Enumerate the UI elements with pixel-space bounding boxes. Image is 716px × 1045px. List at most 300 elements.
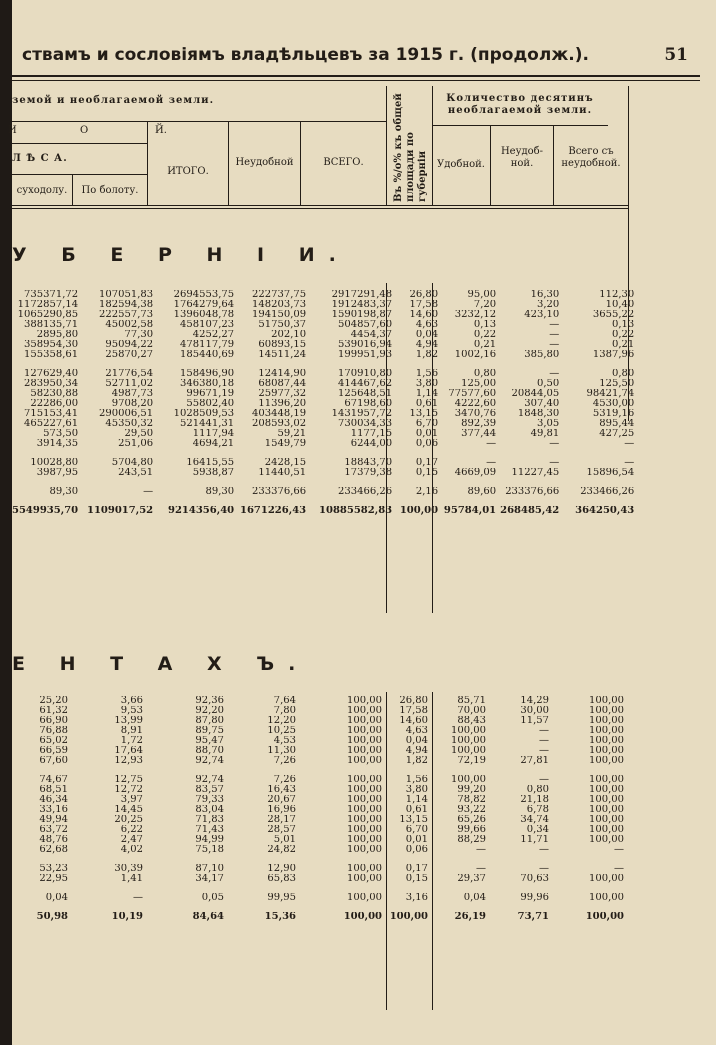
table-cell: 33,16 [39,805,68,815]
table-cell: 158496,90 [180,369,235,379]
table-row [12,379,638,389]
table-cell: 100,00 [399,506,439,516]
table-cell: 18843,70 [344,458,393,468]
table-cell: 13,99 [114,716,143,726]
table-cell: 99,20 [457,785,486,795]
table-cell: 11,57 [520,716,549,726]
table-cell: 67,60 [39,756,68,766]
table-cell: 95,00 [467,290,497,300]
table-cell: 539016,94 [338,340,393,350]
table-cell: 100,00 [347,864,382,874]
table-row [12,795,628,805]
table-cell: 100,00 [347,893,382,903]
table-cell: — [539,845,549,855]
table-cell: 20,67 [267,795,296,805]
grand-header: Всего съ неудобной. [561,146,621,169]
table-cell: 10,25 [267,726,296,736]
table-cell: — [539,736,549,746]
table-cell: 99,96 [520,893,549,903]
table-cell: 100,00 [589,815,624,825]
table-cell: 521441,31 [180,419,235,429]
table-cell: 0,80 [612,369,635,379]
table-cell: 100,00 [451,736,486,746]
table-cell: 1,14 [415,389,439,399]
table-cell: 1177,15 [350,429,393,439]
spacer-row [12,449,638,458]
table-row [12,815,628,825]
table-cell: 13,15 [399,815,428,825]
table-cell: 89,75 [195,726,224,736]
spacer-row [12,855,628,864]
table-cell: 1396048,78 [173,310,235,320]
table-cell: 5938,87 [192,468,235,478]
spacer-row [12,497,638,506]
table-cell: 89,30 [49,487,79,497]
table-cell: 73,71 [517,912,549,922]
table-cell: 233466,26 [580,487,635,497]
table-cell: 14511,24 [258,350,307,360]
table-cell: 100,00 [347,706,382,716]
table-cell: — [143,487,154,497]
table-cell: 233466,26 [338,487,393,497]
table-cell: — [549,320,560,330]
table-cell: 2917291,48 [331,290,393,300]
total-row [12,506,638,516]
table-cell: 0,06 [405,845,428,855]
table-cell: 92,74 [195,756,224,766]
table-cell: 100,00 [347,845,382,855]
table-cell: 892,39 [461,419,497,429]
table-cell: — [549,340,560,350]
table-row [12,399,638,409]
table-cell: 100,00 [347,775,382,785]
table-cell: 65,26 [457,815,486,825]
table-cell: 0,61 [405,805,428,815]
table-cell: 4252,27 [192,330,235,340]
table-cell: 5319,16 [592,409,635,419]
spacer-row [12,766,628,775]
table-cell: 107051,83 [99,290,154,300]
group-header: земой и необлагаемой земли. [12,95,215,106]
table-row [12,835,628,845]
table-row [12,696,628,706]
table-cell: 4530,00 [592,399,635,409]
inconvenient-header: Неудоб-ной. [500,146,544,169]
table-cell: 15,36 [264,912,296,922]
table-cell: 1109017,52 [87,506,154,516]
table-cell: 0,17 [405,864,428,874]
table-cell: 61,32 [39,706,68,716]
table-cell: 0,50 [537,379,560,389]
table-cell: 0,01 [415,429,439,439]
table-cell: 6244,00 [350,439,393,449]
table-cell: 185440,69 [180,350,235,360]
table-cell: 3,66 [120,696,143,706]
table-cell: 4,63 [415,320,439,330]
table-cell: — [539,746,549,756]
table-cell: 6,22 [120,825,143,835]
table-cell: 11440,51 [258,468,307,478]
table-cell: 83,57 [195,785,224,795]
table-cell: 15896,54 [586,468,635,478]
table-row [12,429,638,439]
table-cell: 7,80 [273,706,296,716]
table-cell: 29,50 [124,429,154,439]
table-cell: 0,15 [405,874,428,884]
table-cell: — [476,845,486,855]
table-cell: 233376,66 [252,487,307,497]
table-cell: 100,00 [347,785,382,795]
table-cell: 92,36 [195,696,224,706]
table-cell: 6,70 [415,419,439,429]
table-cell: 12,93 [114,756,143,766]
table-cell: 100,00 [347,825,382,835]
table-cell: 26,80 [409,290,439,300]
table-cell: 89,30 [205,487,235,497]
table-cell: 170910,80 [338,369,393,379]
header-rule-thin [12,80,700,81]
table-cell: 99,66 [457,825,486,835]
table-cell: — [624,458,635,468]
table-cell: 125,00 [461,379,497,389]
table-cell: 34,17 [195,874,224,884]
all-header: ВСЕГО. [323,157,364,168]
table-cell: 55802,40 [186,399,235,409]
total-row [12,912,628,922]
unsuitable-header: Неудобной [235,157,294,168]
table-cell: 12,75 [114,775,143,785]
table-cell: 100,00 [589,696,624,706]
table-cell: 93,22 [457,805,486,815]
table-cell: 100,00 [585,912,624,922]
letter-3: Й. [155,125,167,136]
table-cell: 79,33 [195,795,224,805]
table-cell: 59,21 [277,429,307,439]
table-cell: 0,06 [415,439,439,449]
table-cell: 4987,73 [111,389,154,399]
table-cell: 100,00 [347,815,382,825]
table-cell: 715153,41 [24,409,79,419]
untaxed-header: Количество десятинъ необлагаемой земли. [446,93,594,116]
table-cell: 0,80 [526,785,549,795]
table-cell: 16,30 [530,290,560,300]
table-cell: 155358,61 [24,350,79,360]
table-cell: 573,50 [43,429,79,439]
table-cell: — [549,458,560,468]
table-cell: 125648,51 [338,389,393,399]
table-cell: 3,16 [405,893,428,903]
table-cell: 68087,44 [258,379,307,389]
table-cell: 100,00 [347,795,382,805]
table-cell: 0,21 [473,340,497,350]
table-cell: 72,19 [457,756,486,766]
table-cell: 100,00 [347,716,382,726]
table-row [12,409,638,419]
table-cell: 10885582,83 [319,506,393,516]
table-cell: 50,98 [36,912,68,922]
table-cell: 199951,93 [338,350,393,360]
table-cell: 0,21 [612,340,635,350]
table-cell: 71,43 [195,825,224,835]
table-row [12,310,638,320]
spacer-row [12,884,628,893]
swamp-header: По болоту. [81,185,139,196]
table-cell: 222557,73 [99,310,154,320]
table-row [12,706,628,716]
table-cell: 14,45 [114,805,143,815]
table-cell: 3987,95 [36,468,79,478]
table-cell: 3232,12 [454,310,497,320]
table-cell: 427,25 [599,429,635,439]
table-cell: 21,18 [520,795,549,805]
table-cell: 8,91 [120,726,143,736]
table-cell: 67198,60 [344,399,393,409]
table-cell: 504857,60 [338,320,393,330]
section-title-percent: Е Н Т А Х Ъ. [12,653,310,675]
table-cell: 74,67 [39,775,68,785]
table-cell: 3,05 [537,419,560,429]
table-cell: 45002,58 [105,320,154,330]
table-cell: 70,63 [520,874,549,884]
table-cell: 6,78 [526,805,549,815]
table-cell: — [476,864,486,874]
table-cell: 53,23 [39,864,68,874]
table-cell: — [614,864,624,874]
table-cell: 52711,02 [105,379,154,389]
table-absolute-values [12,290,638,516]
table-cell: 30,39 [114,864,143,874]
table-cell: 10028,80 [30,458,79,468]
table-cell: — [486,439,497,449]
table-cell: 346380,18 [180,379,235,389]
table-cell: 4,02 [120,845,143,855]
table-cell: 25,20 [39,696,68,706]
table-cell: 10,19 [111,912,143,922]
table-cell: 100,00 [347,835,382,845]
table-cell: 17,64 [114,746,143,756]
table-cell: 95094,22 [105,340,154,350]
table-cell: 24,82 [267,845,296,855]
convenient-header: Удобной. [437,159,485,170]
table-cell: 1848,30 [517,409,560,419]
table-cell: 0,13 [612,320,635,330]
table-cell: 100,00 [347,746,382,756]
table-cell: 68,51 [39,785,68,795]
table-cell: 48,76 [39,835,68,845]
table-cell: 414467,62 [338,379,393,389]
table-row [12,290,638,300]
table-cell: 290006,51 [99,409,154,419]
table-cell: 34,74 [520,815,549,825]
table-cell: 1,56 [405,775,428,785]
table-cell: 125,50 [599,379,635,389]
table-cell: 21776,54 [105,369,154,379]
table-cell: 730034,33 [338,419,393,429]
table-cell: 63,72 [39,825,68,835]
table-cell: 100,00 [589,726,624,736]
table-cell: 12,90 [267,864,296,874]
table-cell: 94,99 [195,835,224,845]
table-cell: 1,41 [120,874,143,884]
table-cell: 1671226,43 [240,506,307,516]
table-cell: 4,94 [415,340,439,350]
table-cell: 4694,21 [192,439,235,449]
spacer-row [12,478,638,487]
page-number: 51 [664,45,688,65]
table-cell: — [624,439,635,449]
table-cell: 1028509,53 [173,409,235,419]
table-cell: 0,13 [473,320,497,330]
table-cell: 7,20 [473,300,497,310]
table-cell: 76,88 [39,726,68,736]
section-title-provinces: У Б Е Р Н І И. [12,244,350,266]
table-row [12,487,638,497]
table-cell: 11,71 [520,835,549,845]
table-cell: 3,80 [415,379,439,389]
table-cell: 12,72 [114,785,143,795]
table-cell: — [539,775,549,785]
table-cell: 100,00 [589,795,624,805]
table-cell: 46,34 [39,795,68,805]
table-cell: 3914,35 [36,439,79,449]
table-cell: 5549935,70 [12,506,79,516]
table-row [12,845,628,855]
table-percentages [12,696,628,922]
table-row [12,775,628,785]
table-cell: 100,00 [589,835,624,845]
table-cell: 100,00 [589,805,624,815]
table-cell: 100,00 [589,825,624,835]
table-cell: 11396,20 [258,399,307,409]
table-cell: 25870,27 [105,350,154,360]
table-cell: 66,59 [39,746,68,756]
table-cell: 65,83 [267,874,296,884]
table-cell: 0,01 [405,835,428,845]
table-cell: 4,63 [405,726,428,736]
table-cell: — [133,893,143,903]
page-title: ствамъ и сословіямъ владѣльцевъ за 1915 г. (продолж.). [22,45,589,65]
table-cell: 3655,22 [592,310,635,320]
table-cell: 28,17 [267,815,296,825]
table-cell: 78,82 [457,795,486,805]
table-cell: 95,47 [195,736,224,746]
table-row [12,864,628,874]
table-cell: 100,00 [451,746,486,756]
table-cell: 0,15 [415,468,439,478]
table-cell: 0,04 [463,893,486,903]
table-row [12,300,638,310]
table-cell: 2895,80 [36,330,79,340]
table-cell: — [539,864,549,874]
table-cell: 3470,76 [454,409,497,419]
table-row [12,340,638,350]
table-cell: 49,81 [530,429,560,439]
table-cell: 60893,15 [258,340,307,350]
table-cell: 1,82 [405,756,428,766]
table-cell: 100,00 [347,805,382,815]
table-cell: 29,37 [457,874,486,884]
table-cell: 208593,02 [252,419,307,429]
table-cell: 87,80 [195,716,224,726]
table-cell: 100,00 [389,912,428,922]
table-cell: 0,61 [415,399,439,409]
table-cell: 88,29 [457,835,486,845]
table-cell: 7,64 [273,696,296,706]
table-cell: 30,00 [520,706,549,716]
table-row [12,369,638,379]
table-cell: 1065290,85 [17,310,79,320]
table-row [12,350,638,360]
table-cell: 0,17 [415,458,439,468]
table-cell: 89,60 [467,487,497,497]
table-cell: 6,70 [405,825,428,835]
table-row [12,756,628,766]
table-row [12,439,638,449]
table-cell: 100,00 [347,874,382,884]
table-cell: 100,00 [589,785,624,795]
binding-edge [0,0,12,1045]
table-cell: 4,94 [405,746,428,756]
table-row [12,893,628,903]
table-cell: 100,00 [589,706,624,716]
table-cell: 100,00 [343,912,382,922]
table-cell: 17,58 [409,300,439,310]
table-cell: 1764279,64 [173,300,235,310]
table-cell: 5704,80 [111,458,154,468]
table-cell: — [486,458,497,468]
table-cell: 735371,72 [24,290,79,300]
table-cell: 0,04 [415,330,439,340]
table-cell: 77577,60 [448,389,497,399]
table-cell: — [539,726,549,736]
table-cell: 75,18 [195,845,224,855]
table-row [12,874,628,884]
table-cell: 9708,20 [111,399,154,409]
table-row [12,320,638,330]
table-cell: 49,94 [39,815,68,825]
table-cell: 84,64 [192,912,224,922]
table-cell: — [549,439,560,449]
table-cell: 1,82 [415,350,439,360]
table-cell: 4222,60 [454,399,497,409]
table-cell: 16,43 [267,785,296,795]
table-cell: 283950,34 [24,379,79,389]
table-cell: 10,40 [605,300,635,310]
table-cell: 2694553,75 [173,290,235,300]
table-cell: 243,51 [118,468,154,478]
dry-header: суходолу. [16,185,68,196]
table-cell: 1117,94 [192,429,235,439]
table-cell: 1549,79 [264,439,307,449]
table-cell: 3,80 [405,785,428,795]
table-cell: 268485,42 [500,506,560,516]
table-cell: 95784,01 [443,506,497,516]
table-cell: 895,44 [599,419,635,429]
table-cell: 233376,66 [505,487,560,497]
table-cell: 1590198,87 [331,310,393,320]
table-cell: 2,47 [120,835,143,845]
table-cell: 14,29 [520,696,549,706]
table-row [12,458,638,468]
table-row [12,716,628,726]
table-cell: 148203,73 [252,300,307,310]
table-cell: 92,74 [195,775,224,785]
table-cell: 364250,43 [575,506,635,516]
total-header: ИТОГО. [167,166,209,177]
table-cell: 45350,32 [105,419,154,429]
table-cell: 307,40 [524,399,560,409]
table-cell: 112,30 [599,290,635,300]
